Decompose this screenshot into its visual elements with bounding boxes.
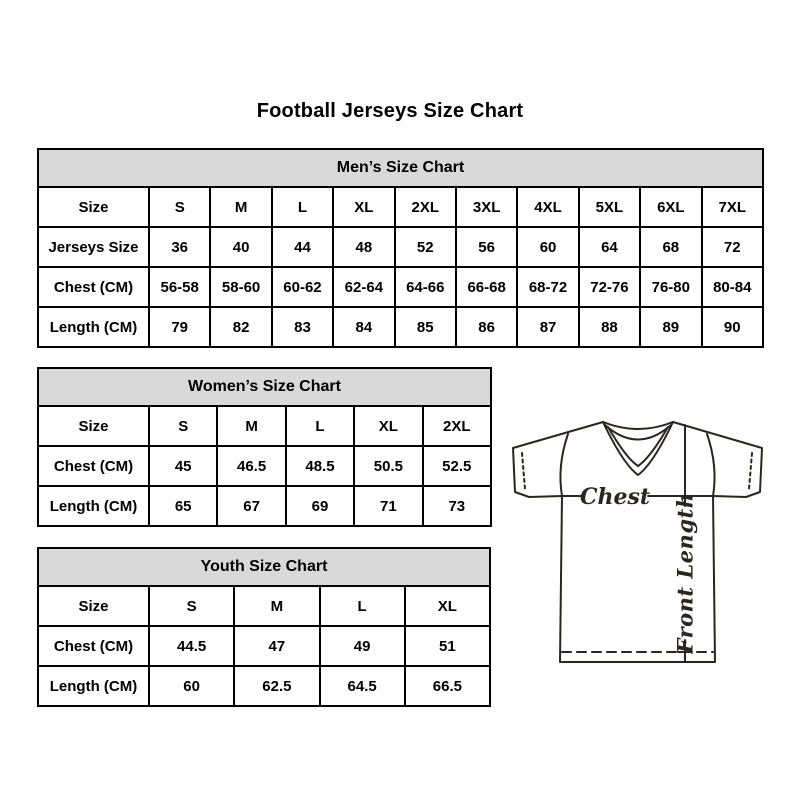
youth-cell: 47	[234, 626, 319, 666]
youth-cell: 60	[149, 666, 234, 706]
womens-table-title: Women’s Size Chart	[38, 368, 491, 406]
mens-cell: 82	[210, 307, 271, 347]
womens-size-col-header: S	[149, 406, 217, 446]
womens-cell: 50.5	[354, 446, 422, 486]
mens-cell: 40	[210, 227, 271, 267]
mens-size-col-header: XL	[333, 187, 394, 227]
mens-cell: 60	[517, 227, 578, 267]
chest-label: Chest	[579, 484, 651, 510]
jersey-cuff-stitch-right-icon	[749, 453, 752, 489]
womens-data-row	[38, 486, 491, 526]
womens-cell: 52.5	[423, 446, 491, 486]
womens-size-col-header: M	[217, 406, 285, 446]
mens-cell: 68	[640, 227, 701, 267]
youth-cell: 64.5	[320, 666, 405, 706]
jersey-collar-back-outer	[603, 422, 673, 429]
mens-cell: 89	[640, 307, 701, 347]
jersey-outline	[513, 422, 762, 662]
youth-corner-label: Size	[38, 586, 149, 626]
mens-cell: 56-58	[149, 267, 210, 307]
womens-cell: 73	[423, 486, 491, 526]
mens-size-col-header: S	[149, 187, 210, 227]
youth-table-title: Youth Size Chart	[38, 548, 490, 586]
mens-cell: 62-64	[333, 267, 394, 307]
mens-cell: 80-84	[702, 267, 763, 307]
youth-cell: 66.5	[405, 666, 490, 706]
youth-row-label: Length (CM)	[38, 666, 149, 706]
mens-size-col-header: 4XL	[517, 187, 578, 227]
mens-corner-label: Size	[38, 187, 149, 227]
mens-size-header-row	[38, 187, 763, 227]
youth-size-col-header: XL	[405, 586, 490, 626]
youth-cell: 49	[320, 626, 405, 666]
page-title: Football Jerseys Size Chart	[256, 100, 524, 122]
mens-title-row	[38, 149, 763, 187]
jersey-raglan-seam-left	[560, 434, 568, 496]
womens-cell: 48.5	[286, 446, 354, 486]
mens-cell: 66-68	[456, 267, 517, 307]
mens-size-col-header: 2XL	[395, 187, 456, 227]
mens-size-col-header: L	[272, 187, 333, 227]
youth-title-row	[38, 548, 490, 586]
mens-cell: 48	[333, 227, 394, 267]
womens-cell: 69	[286, 486, 354, 526]
mens-cell: 83	[272, 307, 333, 347]
mens-cell: 87	[517, 307, 578, 347]
mens-size-table	[37, 148, 764, 348]
front-length-label: Front Length	[672, 492, 698, 654]
youth-data-row	[38, 666, 490, 706]
youth-cell: 44.5	[149, 626, 234, 666]
womens-corner-label: Size	[38, 406, 149, 446]
mens-cell: 84	[333, 307, 394, 347]
womens-title-row	[38, 368, 491, 406]
mens-cell: 72-76	[579, 267, 640, 307]
mens-row-label: Jerseys Size	[38, 227, 149, 267]
mens-size-col-header: 6XL	[640, 187, 701, 227]
womens-data-row	[38, 446, 491, 486]
womens-cell: 71	[354, 486, 422, 526]
mens-cell: 76-80	[640, 267, 701, 307]
mens-data-row	[38, 267, 763, 307]
mens-cell: 86	[456, 307, 517, 347]
womens-cell: 65	[149, 486, 217, 526]
mens-size-col-header: 5XL	[579, 187, 640, 227]
womens-size-col-header: L	[286, 406, 354, 446]
mens-cell: 56	[456, 227, 517, 267]
mens-size-col-header: 3XL	[456, 187, 517, 227]
youth-size-table	[37, 547, 491, 707]
mens-cell: 64-66	[395, 267, 456, 307]
jersey-raglan-seam-right	[707, 434, 715, 496]
womens-cell: 45	[149, 446, 217, 486]
womens-size-table	[37, 367, 492, 527]
womens-row-label: Chest (CM)	[38, 446, 149, 486]
youth-cell: 62.5	[234, 666, 319, 706]
womens-cell: 46.5	[217, 446, 285, 486]
womens-size-col-header: XL	[354, 406, 422, 446]
youth-cell: 51	[405, 626, 490, 666]
mens-data-row	[38, 227, 763, 267]
mens-cell: 68-72	[517, 267, 578, 307]
womens-cell: 67	[217, 486, 285, 526]
youth-size-col-header: L	[320, 586, 405, 626]
youth-size-col-header: M	[234, 586, 319, 626]
womens-size-header-row	[38, 406, 491, 446]
mens-size-col-header: 7XL	[702, 187, 763, 227]
mens-table-title: Men’s Size Chart	[38, 149, 763, 187]
mens-cell: 58-60	[210, 267, 271, 307]
youth-size-col-header: S	[149, 586, 234, 626]
mens-cell: 44	[272, 227, 333, 267]
mens-cell: 72	[702, 227, 763, 267]
youth-size-header-row	[38, 586, 490, 626]
mens-cell: 85	[395, 307, 456, 347]
youth-data-row	[38, 626, 490, 666]
mens-cell: 64	[579, 227, 640, 267]
mens-size-col-header: M	[210, 187, 271, 227]
mens-data-row	[38, 307, 763, 347]
womens-row-label: Length (CM)	[38, 486, 149, 526]
mens-cell: 79	[149, 307, 210, 347]
mens-cell: 36	[149, 227, 210, 267]
womens-size-col-header: 2XL	[423, 406, 491, 446]
mens-cell: 90	[702, 307, 763, 347]
youth-row-label: Chest (CM)	[38, 626, 149, 666]
mens-row-label: Length (CM)	[38, 307, 149, 347]
jersey-cuff-stitch-left-icon	[522, 453, 525, 489]
jersey-measurement-diagram	[505, 412, 770, 672]
mens-cell: 60-62	[272, 267, 333, 307]
mens-cell: 88	[579, 307, 640, 347]
mens-cell: 52	[395, 227, 456, 267]
mens-row-label: Chest (CM)	[38, 267, 149, 307]
